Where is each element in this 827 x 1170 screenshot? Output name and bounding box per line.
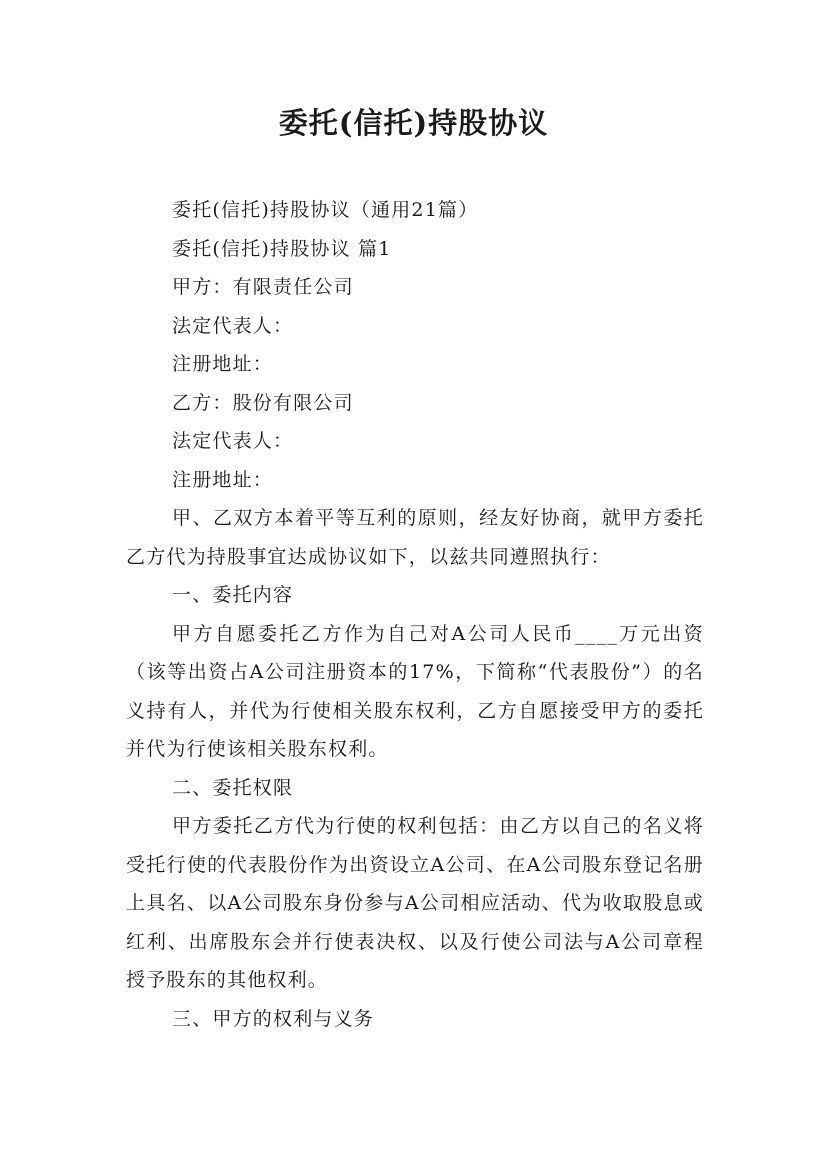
paragraph-preamble: 甲、乙双方本着平等互利的原则，经友好协商，就甲方委托乙方代为持股事宜达成协议如下，以兹共同遵照执行： xyxy=(126,507,704,568)
paragraph-entrustment-content: 甲方自愿委托乙方作为自己对A公司人民币____万元出资（该等出资占A公司注册资本的17%，下简称“代表股份”）的名义持有人，并代为行使相关股东权利，乙方自愿接受甲方的委托并代为行使该相关股东权利。 xyxy=(126,622,704,760)
paragraph-subtitle: 委托(信托)持股协议（通用21篇） xyxy=(172,199,479,221)
section-heading-entrustment-authority: 二、委托权限 xyxy=(172,776,294,799)
document-body xyxy=(126,191,704,1038)
paragraph-entrustment-authority: 甲方委托乙方代为行使的权利包括：由乙方以自己的名义将受托行使的代表股份作为出资设立A公司、在A公司股东登记名册上具名、以A公司股东身份参与A公司相应活动、代为收取股息或红利、出席股东会并行使表决权、以及行使公司法与A公司章程授予股东的其他权利。 xyxy=(126,815,704,991)
paragraph-party-a-address: 注册地址： xyxy=(172,353,274,375)
paragraph-party-a-representative: 法定代表人： xyxy=(172,314,294,337)
section-heading-party-a-rights: 三、甲方的权利与义务 xyxy=(172,1007,375,1030)
paragraph-party-b: 乙方：股份有限公司 xyxy=(172,391,354,414)
section-heading-entrustment-content: 一、委托内容 xyxy=(172,584,294,606)
paragraph-party-a: 甲方：有限责任公司 xyxy=(172,276,354,298)
document-title: 委托(信托)持股协议 xyxy=(278,106,549,140)
paragraph-article-heading: 委托(信托)持股协议 篇1 xyxy=(172,237,392,260)
paragraph-party-b-representative: 法定代表人： xyxy=(172,430,294,452)
paragraph-party-b-address: 注册地址： xyxy=(172,468,274,491)
